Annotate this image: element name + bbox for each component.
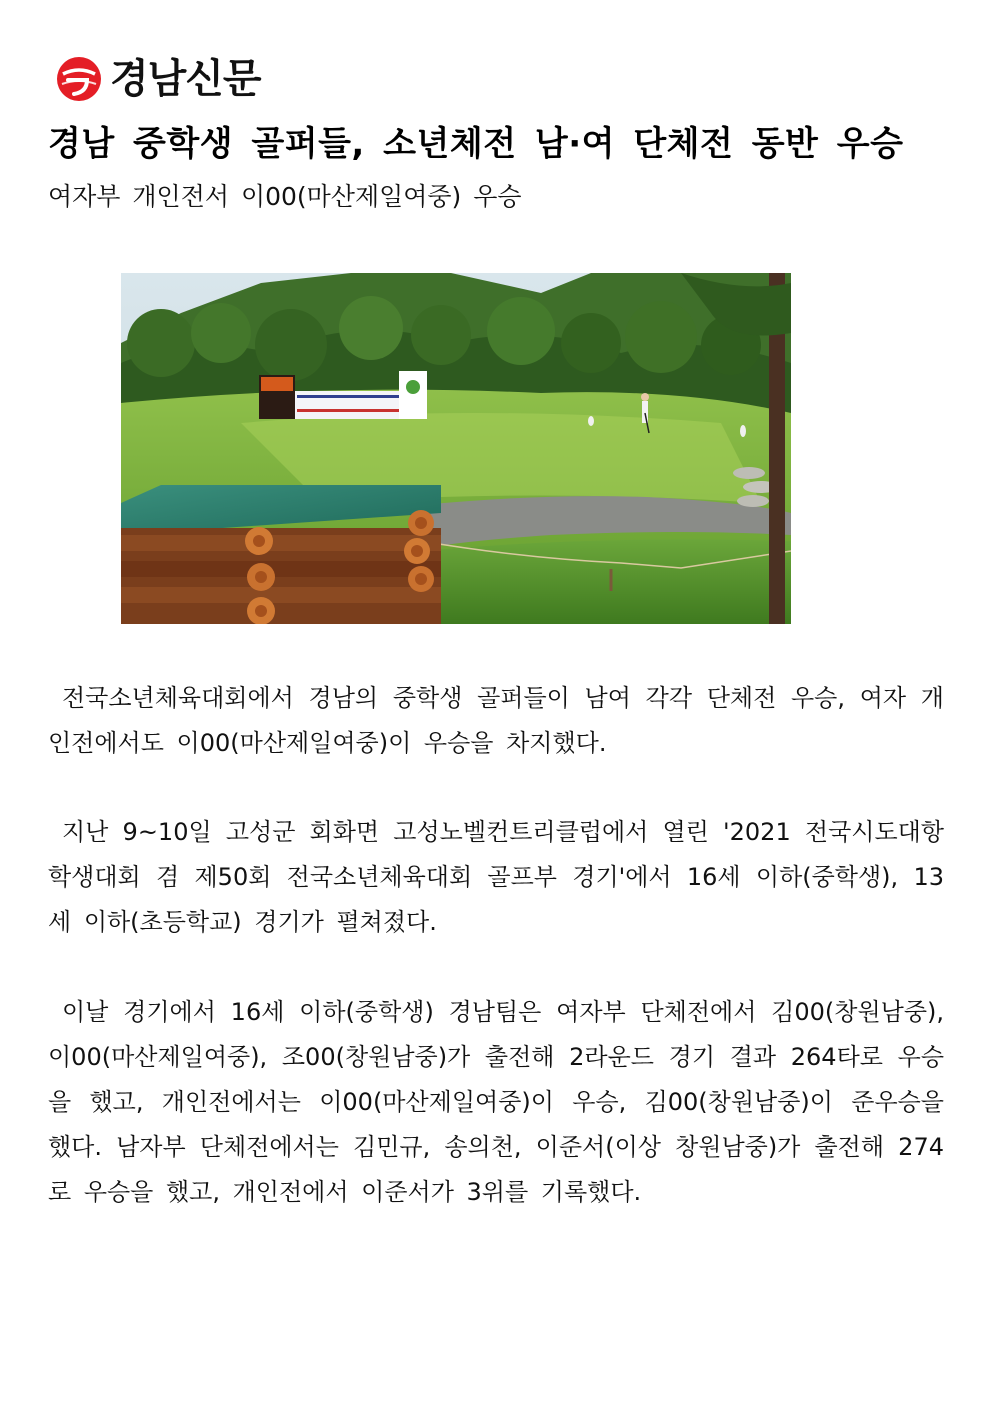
article-paragraph-2: 지난 9~10일 고성군 회화면 고성노벨컨트리클럽에서 열린 '2021 전국시도대항 학생대회 겸 제50회 전국소년체육대회 골프부 경기'에서 16세 이하(중학생), 13세 이하(초등학교) 경기가 펼쳐졌다. <box>48 818 944 936</box>
newspaper-logo-icon <box>54 54 104 104</box>
article-subheadline: 여자부 개인전서 이00(마산제일여중) 우승 <box>48 182 522 211</box>
masthead <box>54 54 261 104</box>
article-paragraph-1: 전국소년체육대회에서 경남의 중학생 골퍼들이 남여 각각 단체전 우승, 여자 개인전에서도 이00(마산제일여중)이 우승을 차지했다. <box>48 684 944 757</box>
article-headline: 경남 중학생 골퍼들, 소년체전 남·여 단체전 동반 우승 <box>48 124 904 164</box>
newspaper-name: 경남신문 <box>110 56 261 102</box>
article-paragraph-3: 이날 경기에서 16세 이하(중학생) 경남팀은 여자부 단체전에서 김00(창원남중), 이00(마산제일여중), 조00(창원남중)가 출전해 2라운드 경기 결과 264타로 우승을 했고, 개인전에서는 이00(마산제일여중)이 우승, 김00(창원남중)이 준우승을 했다. 남자부 단체전에서는 김민규, 송의천, 이준서(이상 창원남중)가 출전해 274로 우승을 했고, 개인전에서 이준서가 3위를 기록했다. <box>48 998 944 1206</box>
article-photo <box>121 273 791 624</box>
